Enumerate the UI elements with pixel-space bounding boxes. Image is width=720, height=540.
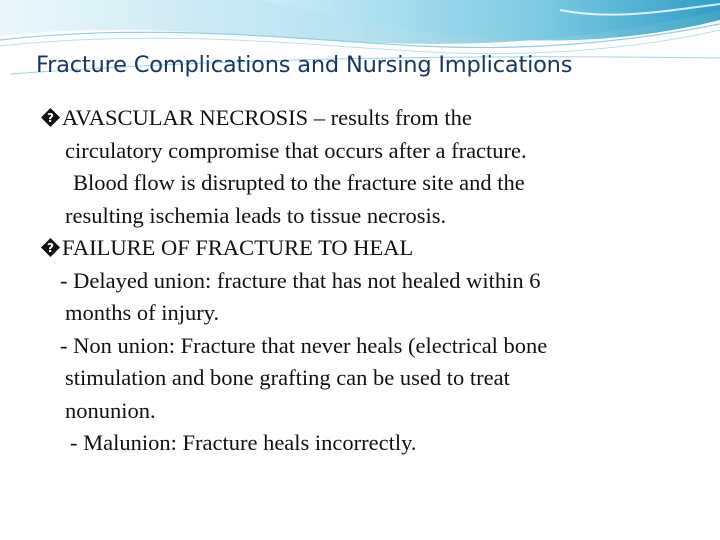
body-line: nonunion. [65,397,156,423]
svg-text:?: ? [47,241,54,255]
slide-title: Fracture Complications and Nursing Implications [36,52,573,78]
bullet-heading-rest: – results from the [308,105,472,130]
body-line: resulting ischemia leads to tissue necrosis. [65,202,447,228]
body-line: - Malunion: Fracture heals incorrectly. [70,430,417,455]
slide-body [40,102,700,460]
bullet-heading: AVASCULAR NECROSIS [62,105,309,130]
replacement-character-icon [40,237,61,258]
bullet-item-avascular-necrosis [40,102,700,135]
body-line: Blood flow is disrupted to the fracture site and the [73,170,525,195]
svg-text:?: ? [47,111,54,125]
body-line: months of injury. [65,300,220,325]
body-line: stimulation and bone grafting can be used to treat [65,365,510,390]
bullet-item-failure-to-heal [40,232,700,265]
replacement-character-icon [40,107,61,128]
body-line: - Delayed union: fracture that has not healed within 6 [60,267,541,293]
bullet-heading: FAILURE OF FRACTURE TO HEAL [62,235,414,260]
body-line: - Non union: Fracture that never heals (electrical bone [60,332,548,358]
body-line: circulatory compromise that occurs after a fracture. [65,137,527,163]
